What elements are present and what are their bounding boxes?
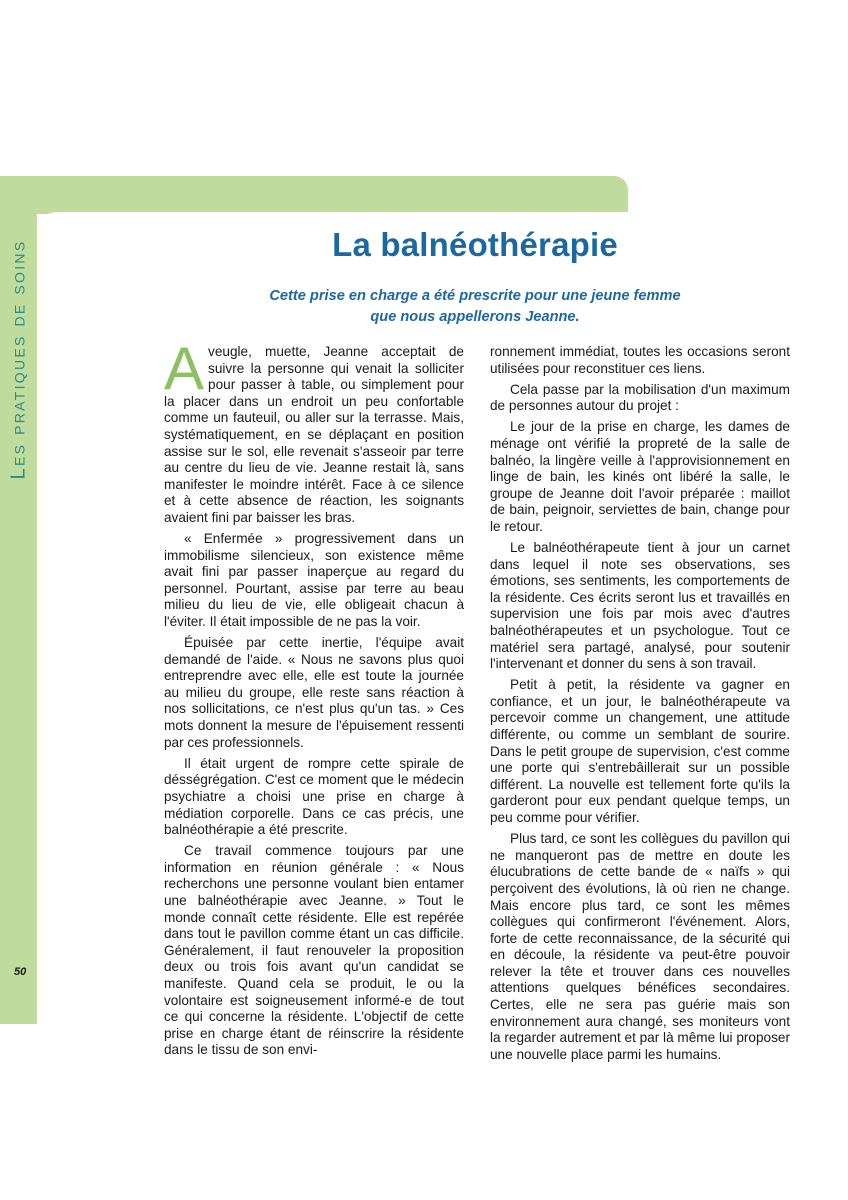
paragraph-text: veugle, muette, Jeanne acceptait de suivre la personne qui venait la solliciter pour passer à table, ou simplement pour la placer dans un endroit un peu confortable comme un fauteuil, ou aller sur la terrasse. Mais, systématiquement, en se déplaçant en position assise sur le sol, elle revenait s'asseoir par terre au centre du lieu de vie. Jeanne restait là, sans manifester le moindre intérêt. Face à ce silence et à cette absence de réaction, les soignants avaient fini par baisser les bras. [164,344,464,525]
section-side-title [0,214,37,504]
header-green-band [0,176,628,214]
paragraph: Il était urgent de rompre cette spirale de désségrégation. C'est ce moment que le médecin psychiatre a choisi une prise en charge à médiation corporelle. Dans ce cas précis, une balnéothérapie a été prescrite. [164,755,464,838]
paragraph: Épuisée par cette inertie, l'équipe avait demandé de l'aide. « Nous ne savons plus quoi entreprendre avec elle, elle est toute la journée au milieu du groupe, elle reste sans réaction à nos sollicitations, ce n'est plus qu'un tas. » Ces mots donnent la mesure de l'épuisement ressenti par ces professionnels. [164,635,464,750]
paragraph: Le balnéothérapeute tient à jour un carnet dans lequel il note ses observations, ses émotions, ses sentiments, les comportements de la résidente. Ces écrits seront lus et travaillés en supervision une fois par mois avec d'autres balnéothérapeutes et un psychologue. Tout ce matériel sera partagé, analysé, pour soutenir l'intervenant et donner du sens à son travail. [490,540,790,672]
paragraph: « Enfermée » progressivement dans un immobilisme silencieux, son existence même avait fini par passer inaperçue au regard du personnel. Pourtant, assise par terre au beau milieu du lieu de vie, elle obligeait chacun à l'éviter. Il était impossible de ne pas la voir. [164,531,464,629]
paragraph: ronnement immédiat, toutes les occasions seront utilisées pour reconstituer ces liens. [490,344,790,376]
paragraph: Le jour de la prise en charge, les dames de ménage ont vérifié la propreté de la salle de balnéo, la lingère veille à l'approvisionnement en linge de bain, les kinés ont libéré la salle, le groupe de Jeanne doit l'avoir préparée : maillot de bain, peignoir, serviettes de bain, change pour le retour. [490,419,790,534]
paragraph: Ce travail commence toujours par une information en réunion générale : « Nous recherchons une personne voulant bien entamer une balnéothérapie avec Jeanne. » Tout le monde connaît cette résidente. Elle est repérée dans tout le pavillon comme étant un cas difficile. Généralement, il faut renouveler la proposition deux ou trois fois avant qu'un candidat se manifeste. Quand cela se produit, le ou la volontaire est soigneusement informé-e de tout ce qui concerne la résidente. L'objectif de cette prise en charge étant de réinscrire la résidente dans le tissu de son envi- [164,843,464,1058]
page-title: La balnéothérapie [332,226,618,263]
paragraph: Petit à petit, la résidente va gagner en confiance, et un jour, le balnéothérapeute va percevoir comme un changement, une attitude différente, ou comme un semblant de sourire. Dans le petit groupe de supervision, c'est comme une porte qui s'entrebâillerait sur un possible différent. La nouvelle est tellement forte qu'ils la garderont pour eux pendant quelque temps, un peu comme pour vérifier. [490,677,790,826]
subtitle-line-2: que nous appellerons Jeanne. [370,309,580,325]
section-side-title-text: Les pratiques de soins [7,239,30,479]
paragraph: Cela passe par la mobilisation d'un maximum de personnes autour du projet : [490,381,790,414]
page-number: 50 [14,966,27,978]
subtitle-line-1: Cette prise en charge a été prescrite pour une jeune femme [269,288,681,304]
paragraph: Plus tard, ce sont les collègues du pavillon qui ne manqueront pas de mettre en doute les élucubrations de cette bande de « naïfs » qui perçoivent des évolutions, là où rien ne change. Mais encore plus tard, ce sont les mêmes collègues qui confirmeront l'événement. Alors, forte de cette reconnaissance, de la sécurité qui en découle, la résidente va peut-être pouvoir relever la tête et trouver dans ces nouvelles attentions quelques bénéfices secondaires. Certes, elle ne sera pas guérie mais son environnement aura changé, ses moniteurs vont la regarder autrement et par là même lui proposer une nouvelle place parmi les humains. [490,831,790,1062]
subtitle [160,286,790,328]
drop-cap: A [164,335,205,402]
text-column-left [164,335,464,1063]
paragraph [164,335,464,527]
text-column-right [490,344,790,1068]
